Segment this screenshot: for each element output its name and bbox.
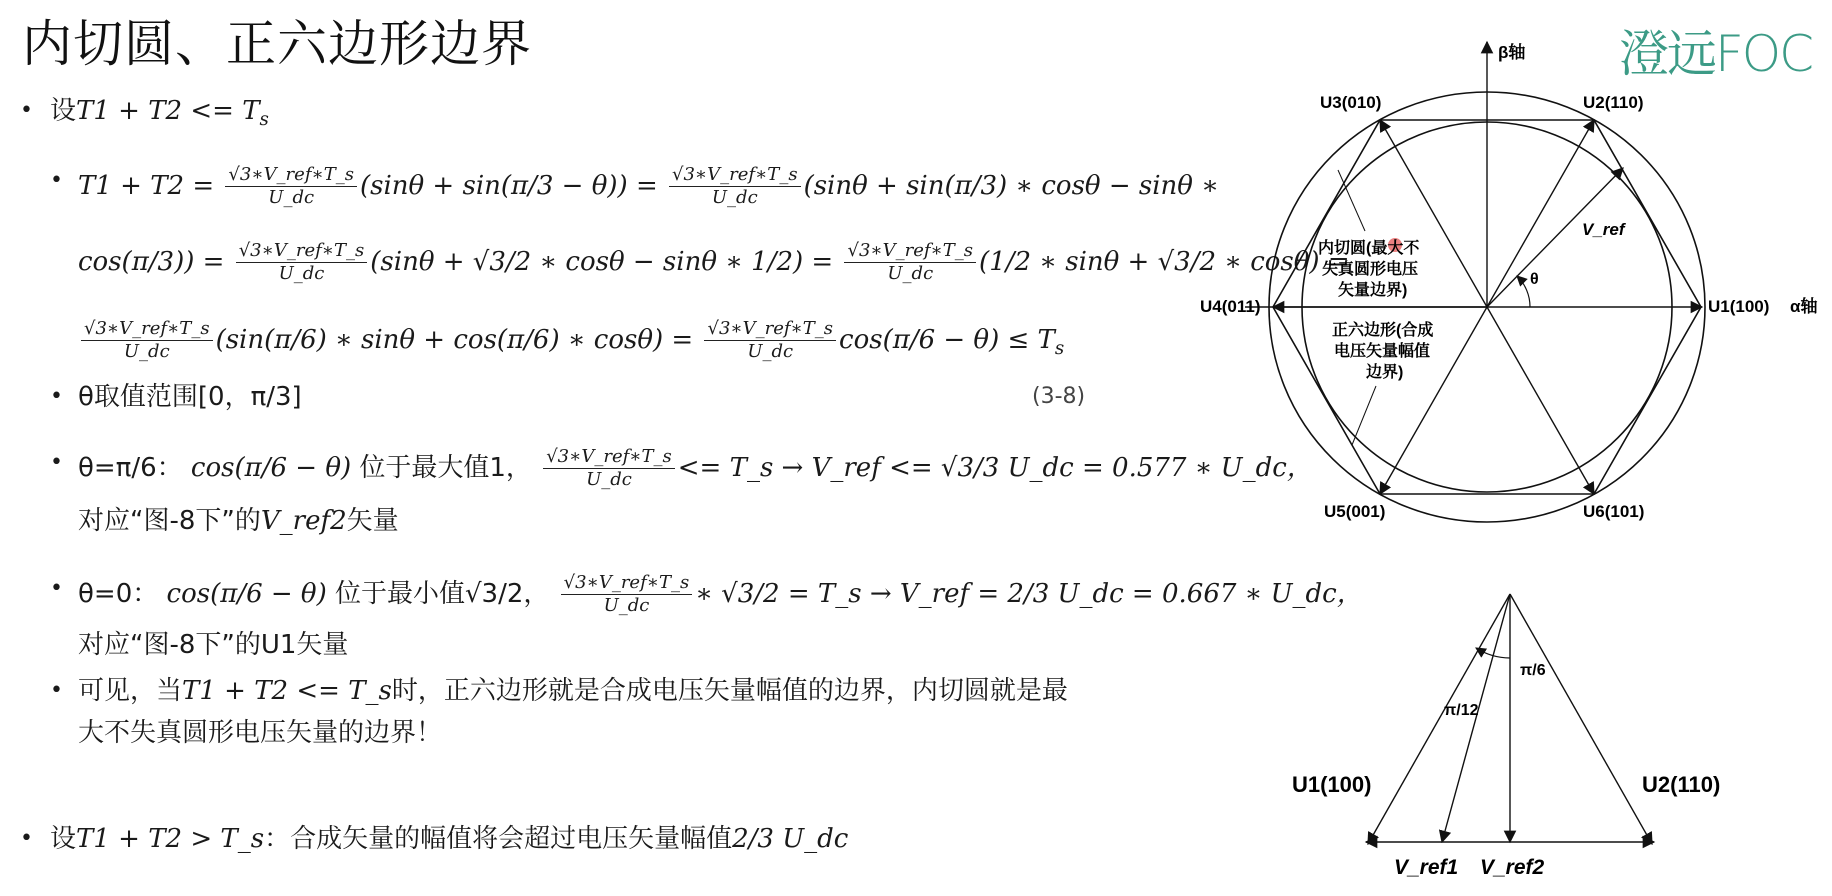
hexagon-diagram (1190, 30, 1830, 530)
equation-line-2: cos(π/3)) = $\frac{\text{√3∗V\_ref∗T\_s}}{U\_dc}$ (sinθ + √3/2 ∗ cosθ − sinθ ∗ 1/2) = $\frac{\text{√3∗V\_ref∗T\_s}}{U\_dc}$ (1/2 ∗ sinθ + √3/2 ∗ cosθ) = (78, 240, 1350, 284)
fraction: $\frac{\text{√3∗V\_ref∗T\_s}}{U\_dc}$ (81, 318, 213, 363)
triangle-diagram (1280, 580, 1750, 890)
bullet-conclusion: 可见，当T1 + T2 <= T_s时，正六边形就是合成电压矢量幅值的边界，内切圆就是最 (78, 676, 1068, 706)
bullet-dot: • (50, 576, 63, 601)
bullet-theta-zero-line2: 对应“图-8下”的U1矢量 (78, 630, 349, 660)
equation-number: (3-8) (1032, 384, 1086, 409)
bullet-theta-zero: θ=0： cos(π/6 − θ) 位于最小值√3/2， $\frac{\text{√3∗V\_ref∗T\_s}}{U\_dc}$ ∗ √3/2 = T_s → V_ref = 2/3 U_dc = 0.667 ∗ U_dc， (78, 572, 1363, 616)
bullet-dot: • (20, 826, 33, 851)
bullet-dot: • (50, 168, 63, 193)
hexagon-label-3: 边界) (1366, 364, 1404, 381)
fraction: $\frac{\text{√3∗V\_ref∗T\_s}}{U\_dc}$ (561, 572, 693, 617)
bullet-theta-pi6: θ=π/6： cos(π/6 − θ) 位于最大值1， $\frac{\text{√3∗V\_ref∗T\_s}}{U\_dc}$ <= T_s → V_ref <= √3/3 U_dc = 0.577 ∗ U_dc， (78, 446, 1313, 490)
alpha-axis-label: α轴 (1790, 297, 1818, 316)
slide-title: 内切圆、正六边形边界 (22, 15, 532, 73)
pi6-label: π/6 (1520, 662, 1546, 679)
theta-label: θ (1530, 271, 1539, 288)
u4-label: U4(011) (1200, 297, 1261, 316)
fraction: $\frac{\text{√3∗V\_ref∗T\_s}}{U\_dc}$ (225, 164, 357, 209)
u1-label: U1(100) (1708, 297, 1770, 316)
fraction: $\frac{\text{√3∗V\_ref∗T\_s}}{U\_dc}$ (236, 240, 368, 285)
vref-label: V_ref (1582, 220, 1625, 239)
beta-axis-label: β轴 (1498, 43, 1526, 62)
vref1-label: V_ref1 (1394, 856, 1459, 879)
fraction: $\frac{\text{√3∗V\_ref∗T\_s}}{U\_dc}$ (704, 318, 836, 363)
vref2-label: V_ref2 (1480, 856, 1545, 879)
equation-line-1: T1 + T2 = $\frac{\text{√3∗V\_ref∗T\_s}}{U\_dc}$ (sinθ + sin(π/3 − θ)) = $\frac{\text{√3∗V\_ref∗T\_s}}{U\_dc}$ (sinθ + sin(π/3) ∗ cosθ − sinθ ∗ (78, 164, 1219, 208)
u3-label: U3(010) (1320, 93, 1382, 112)
bullet-conclusion-line2: 大不失真圆形电压矢量的边界！ (78, 718, 443, 748)
hexagon-label-1: 正六边形(合成 (1332, 322, 1434, 339)
u6-label: U6(101) (1583, 502, 1645, 521)
bullet-theta-range: θ取值范围[0，π/3] (78, 382, 302, 412)
fraction: $\frac{\text{√3∗V\_ref∗T\_s}}{U\_dc}$ (669, 164, 801, 209)
bullet-theta-pi6-line2: 对应“图-8下”的V_ref2矢量 (78, 506, 399, 536)
u2-label: U2(110) (1583, 93, 1644, 112)
incircle-label-1: 内切圆(最大不 (1318, 240, 1420, 257)
fraction: $\frac{\text{√3∗V\_ref∗T\_s}}{U\_dc}$ (543, 446, 675, 491)
bullet-dot: • (50, 678, 63, 703)
bullet-exceed: 设T1 + T2 > T_s：合成矢量的幅值将会超过电压矢量幅值2/3 U_dc (50, 824, 849, 854)
bullet-condition: 设$T1 + T2 <= T_s$ (50, 96, 269, 131)
fraction: $\frac{\text{√3∗V\_ref∗T\_s}}{U\_dc}$ (844, 240, 976, 285)
equation-line-3: $\frac{\text{√3∗V\_ref∗T\_s}}{U\_dc}$ (sin(π/6) ∗ sinθ + cos(π/6) ∗ cosθ) = $\frac{\text{√3∗V\_ref∗T\_s}}{U\_dc}$ $\cos(\pi/6 - \theta) \le T_s$ (78, 318, 1064, 366)
u2-bottom-label: U2(110) (1642, 772, 1721, 797)
u1-bottom-label: U1(100) (1292, 772, 1372, 797)
logo: 澄远FOC (1618, 25, 1812, 83)
bullet-dot: • (50, 450, 63, 475)
bullet-dot: • (50, 384, 63, 409)
pi12-label: π/12 (1444, 702, 1479, 719)
bullet-dot: • (20, 98, 33, 123)
incircle-label-2: 失真圆形电压 (1322, 261, 1419, 278)
incircle-label-3: 矢量边界) (1338, 282, 1408, 299)
hexagon-label-2: 电压矢量幅值 (1334, 343, 1431, 360)
u5-label: U5(001) (1324, 502, 1386, 521)
